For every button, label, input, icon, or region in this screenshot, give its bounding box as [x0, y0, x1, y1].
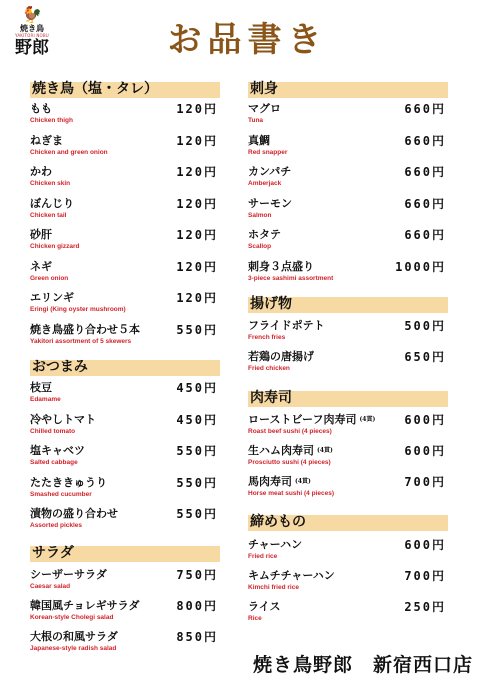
menu-item-name-text: エリンギ	[30, 291, 74, 304]
menu-item-name	[248, 196, 292, 212]
menu-item	[248, 133, 448, 163]
logo-top-text: 焼き鳥	[20, 24, 44, 33]
menu-item-note: (4貫)	[317, 447, 333, 454]
menu-item-name	[30, 412, 96, 428]
menu-item-name	[30, 475, 107, 491]
menu-item	[30, 196, 220, 226]
menu-item-name	[30, 443, 85, 459]
menu-item-name-text: ホタテ	[248, 228, 281, 241]
menu-item-name-text: かわ	[30, 165, 52, 178]
menu-item-english: Chicken gizzard	[30, 243, 80, 250]
menu-item-name-text: 漬物の盛り合わせ	[30, 507, 118, 520]
menu-item-english: Korean-style Cholegi salad	[30, 614, 114, 621]
menu-item-name-text: たたききゅうり	[30, 475, 107, 489]
menu-item-name-text: ローストビーフ肉寿司	[248, 413, 357, 426]
menu-item-english: Assorted pickles	[30, 522, 83, 529]
menu-item-name	[248, 474, 311, 490]
menu-item-price: 550円	[176, 507, 218, 521]
menu-item-name-text: サーモン	[248, 196, 292, 210]
menu-item	[248, 349, 448, 379]
menu-item-note: (4貫)	[295, 478, 311, 485]
menu-item-english: Chilled tomato	[30, 427, 76, 435]
menu-item-name	[248, 133, 270, 149]
menu-item-name	[30, 259, 52, 275]
menu-item-name	[248, 537, 302, 553]
menu-item-name-text: 真鯛	[248, 133, 270, 147]
menu-item-english: Edamame	[30, 396, 61, 403]
menu-item-name	[30, 380, 52, 396]
menu-item-price: 600円	[404, 444, 446, 458]
menu-item-name-text: シーザーサラダ	[30, 568, 107, 581]
menu-item-english: Horse meat sushi (4 pieces)	[248, 490, 334, 497]
menu-item-english: Chicken and green onion	[30, 148, 108, 156]
menu-item-english: Kimchi fried rice	[248, 584, 299, 591]
section-header	[30, 82, 220, 98]
menu-item-english: 3-piece sashimi assortment	[248, 274, 334, 282]
menu-item-name-text: 若鶏の唐揚げ	[248, 350, 314, 363]
section-heading: 肉寿司	[250, 390, 292, 406]
menu-item-english: Fried rice	[248, 553, 278, 560]
menu-item	[30, 412, 220, 442]
menu-item-price: 550円	[176, 475, 218, 490]
menu-item-price: 660円	[404, 228, 446, 242]
menu-item-english: Japanese-style radish salad	[30, 645, 117, 652]
menu-item-english: Scallop	[248, 243, 272, 250]
logo-bottom-text: 野郎	[15, 38, 49, 58]
menu-item-english: Red snapper	[248, 148, 288, 156]
menu-item	[30, 164, 220, 194]
menu-item-price: 660円	[404, 133, 446, 148]
section-heading: 締めもの	[250, 514, 306, 530]
menu-item-name-text: 砂肝	[30, 228, 52, 241]
menu-item-name	[30, 290, 74, 306]
section-header	[248, 82, 448, 98]
menu-item-name	[248, 412, 375, 428]
menu-item-name-text: 刺身３点盛り	[248, 259, 314, 273]
menu-item	[30, 443, 220, 473]
menu-item-english: Green onion	[30, 274, 69, 282]
menu-item-english: Caesar salad	[30, 583, 71, 590]
menu-item-price: 700円	[404, 475, 446, 489]
menu-item-price: 850円	[176, 630, 218, 644]
menu-item-name-text: ぼんじり	[30, 196, 74, 210]
menu-item-name-text: ねぎま	[30, 133, 63, 147]
section-heading: 揚げ物	[250, 296, 292, 312]
menu-item-price: 700円	[404, 569, 446, 583]
menu-item	[248, 227, 448, 257]
menu-item-name	[30, 322, 140, 338]
menu-item-name-text: カンパチ	[248, 165, 292, 178]
menu-item-name	[248, 599, 281, 615]
menu-item-price: 120円	[176, 196, 218, 211]
menu-item-name	[248, 349, 314, 365]
menu-item-name	[30, 598, 140, 614]
menu-item	[30, 133, 220, 163]
menu-item-price: 120円	[176, 102, 218, 116]
menu-item-name-text: もも	[30, 102, 52, 115]
menu-item-english: Eringi (King oyster mushroom)	[30, 306, 126, 313]
menu-item-english: Chicken thigh	[30, 117, 73, 124]
section-header	[30, 546, 220, 562]
menu-item-name-text: 塩キャベツ	[30, 444, 85, 457]
menu-item	[248, 474, 448, 504]
menu-item-english: Smashed cucumber	[30, 490, 92, 498]
section-heading: おつまみ	[32, 359, 88, 375]
menu-item-english: Fried chicken	[248, 365, 290, 372]
menu-item-price: 120円	[176, 133, 218, 148]
menu-item	[248, 164, 448, 194]
menu-item	[30, 506, 220, 536]
menu-item-name-text: 枝豆	[30, 381, 52, 394]
menu-item-price: 600円	[404, 413, 446, 427]
menu-item-price: 660円	[404, 165, 446, 179]
menu-item-note: (4貫)	[359, 416, 376, 423]
menu-item-price: 450円	[176, 412, 218, 427]
menu-item	[248, 412, 448, 442]
menu-item-english: Rice	[248, 615, 262, 622]
section-header	[248, 515, 448, 531]
menu-item-price: 120円	[176, 228, 218, 242]
menu-item-price: 550円	[176, 444, 218, 458]
menu-item	[30, 380, 220, 410]
section-header	[30, 360, 220, 376]
menu-item-name-text: ネギ	[30, 259, 52, 273]
menu-item	[30, 227, 220, 257]
menu-item	[30, 567, 220, 597]
menu-item	[30, 290, 220, 320]
menu-item-name-text: 生ハム肉寿司	[248, 444, 314, 457]
menu-item-english: Prosciutto sushi (4 pieces)	[248, 459, 331, 466]
menu-item-name	[248, 568, 335, 584]
menu-item-name-text: ライス	[248, 600, 281, 613]
menu-item-name-text: 焼き鳥盛り合わせ５本	[30, 322, 140, 336]
menu-item-price: 120円	[176, 259, 218, 274]
menu-title: お品書き	[167, 20, 328, 60]
menu-item	[248, 443, 448, 473]
menu-item	[248, 318, 448, 348]
menu-item-name-text: フライドポテト	[248, 319, 325, 332]
menu-item-name-text: 冷やしトマト	[30, 412, 96, 426]
menu-item	[248, 599, 448, 629]
menu-item	[30, 259, 220, 289]
section-header	[248, 391, 448, 407]
menu-item-name-text: チャーハン	[248, 538, 303, 551]
menu-item	[248, 196, 448, 226]
menu-item-price: 750円	[176, 568, 218, 582]
menu-item-price: 800円	[176, 599, 218, 613]
section-heading: 焼き鳥（塩・タレ）	[32, 81, 158, 97]
menu-item	[248, 101, 448, 131]
menu-item-price: 120円	[176, 291, 218, 305]
menu-item-price: 600円	[404, 538, 446, 552]
menu-item	[248, 537, 448, 567]
menu-item-name	[248, 101, 281, 117]
menu-item	[30, 475, 220, 505]
menu-item-price: 120円	[176, 165, 218, 179]
menu-item-english: Amberjack	[248, 180, 282, 187]
menu-item-name	[248, 318, 325, 334]
menu-item-price: 660円	[404, 102, 446, 116]
menu-item	[30, 598, 220, 628]
rooster-icon: 🐓	[22, 5, 42, 24]
menu-item-name	[248, 164, 291, 180]
menu-item-english: French fries	[248, 334, 286, 341]
menu-item	[248, 259, 448, 289]
menu-item-name	[30, 196, 74, 212]
menu-item-price: 1000円	[395, 259, 446, 274]
menu-item-english: Tuna	[248, 117, 264, 124]
menu-item-name-text: マグロ	[248, 102, 281, 115]
menu-item-name	[248, 227, 281, 243]
section-heading: 刺身	[250, 81, 278, 97]
section-heading: サラダ	[32, 545, 74, 561]
menu-item-name	[248, 443, 333, 459]
menu-item-name-text: キムチチャーハン	[248, 569, 335, 582]
menu-item-price: 650円	[404, 350, 446, 364]
menu-item-price: 450円	[176, 381, 218, 395]
logo-tiny-text: YAKITORI NOBU	[15, 33, 49, 38]
menu-item	[30, 322, 220, 352]
menu-item-price: 500円	[404, 319, 446, 333]
menu-item-price: 250円	[404, 600, 446, 614]
menu-item-name-text: 大根の和風サラダ	[30, 630, 118, 643]
menu-item-name-text: 馬肉寿司	[248, 475, 292, 488]
menu-item-price: 660円	[404, 196, 446, 211]
menu-item	[248, 568, 448, 598]
menu-item-name	[30, 567, 107, 583]
menu-item-name	[248, 259, 314, 275]
menu-item-english: Roast beef sushi (4 pieces)	[248, 428, 332, 435]
menu-item-name	[30, 101, 52, 117]
section-header	[248, 297, 448, 313]
menu-item-name	[30, 133, 63, 149]
menu-item	[30, 101, 220, 131]
menu-item-name	[30, 227, 52, 243]
menu-item-english: Salted cabbage	[30, 459, 78, 466]
menu-item-english: Chicken skin	[30, 180, 71, 187]
menu-item-name	[30, 164, 52, 180]
menu-item-english: Chicken tail	[30, 211, 67, 219]
menu-item-name-text: 韓国風チョレギサラダ	[30, 599, 140, 612]
store-name-footer: 焼き鳥野郎 新宿西口店	[252, 654, 473, 676]
menu-item-name	[30, 629, 118, 645]
menu-item-name	[30, 506, 118, 522]
menu-item-english: Salmon	[248, 211, 272, 219]
menu-item-price: 550円	[176, 322, 218, 337]
menu-item-english: Yakitori assortment of 5 skewers	[30, 337, 132, 345]
